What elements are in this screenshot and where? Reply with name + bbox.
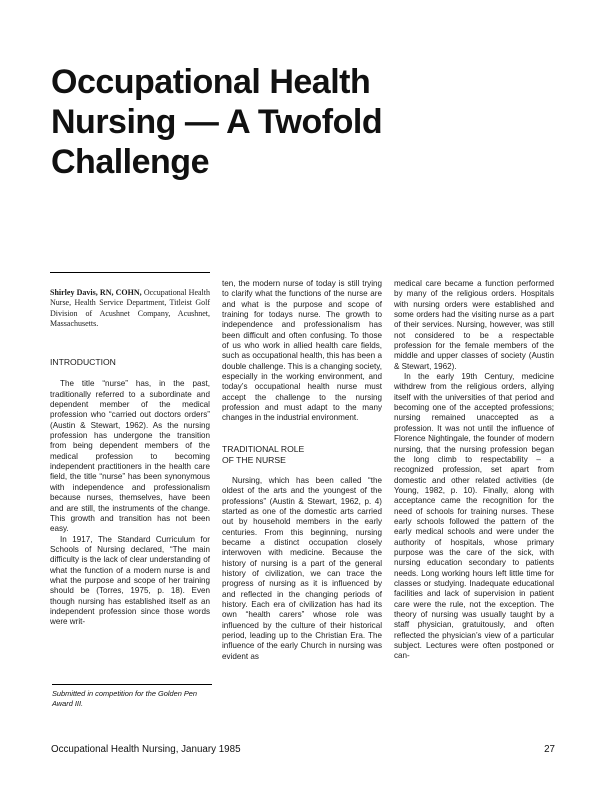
journal-footer: Occupational Health Nursing, January 1985 xyxy=(51,744,241,755)
column-3 xyxy=(394,279,554,662)
traditional-paragraph-2: medical care became a function performed by many of the religious orders. Hospitals with nursing orders were established and some orders had the visiting nurse as a part of their services. Nursing, however, was still not considered to be a respectable profession for the female members of the middle and upper classes of society (Austin & Stewart, 1962). xyxy=(394,279,554,371)
author-affiliation: Occupational Health Nurse, Health Service Department, Titleist Golf Division of Acushnet Company, Acushnet, Massachusetts. xyxy=(50,288,210,329)
author-name: Shirley Davis, RN, COHN, xyxy=(50,288,142,297)
page-number: 27 xyxy=(544,744,555,755)
title-line-2: Nursing — A Twofold xyxy=(51,103,383,141)
column-2 xyxy=(222,279,382,662)
traditional-role-heading-line-1: TRADITIONAL ROLE xyxy=(222,443,305,454)
introduction-paragraph-1: The title “nurse” has, in the past, traditionally referred to a subordinate and dependent member of the medical profession who “carried out doctors orders” (Austin & Stewart, 1962). As the nursing profession has undergone the transition from being dependent members of the medical profession to becoming independent practitioners in the health care field, the title “nurse” has been synonymous with independence and professionalism because nurses, themselves, have been and are still, the instruments of the change. This growth and transition has not been easy. xyxy=(50,379,210,534)
introduction-paragraph-2: In 1917, The Standard Curriculum for Schools of Nursing declared, “The main difficulty is the lack of clear understanding of what the function of a modern nurse is and what the purpose and scope of her training should be (Torres, 1975, p. 18). Even though nursing has established itself as an independent profession since those words were writ- xyxy=(50,534,210,627)
traditional-role-heading-line-2: OF THE NURSE xyxy=(222,454,286,465)
footnote: Submitted in competition for the Golden Pen Award III. xyxy=(52,684,212,708)
column-1 xyxy=(50,272,210,628)
article-title xyxy=(51,62,571,182)
title-line-3: Challenge xyxy=(51,143,209,181)
traditional-paragraph-1: Nursing, which has been called “the oldest of the arts and the youngest of the professions” (Austin & Stewart, 1962, p. 4) started as one of the domestic arts carried out by household members in the early centuries. From this beginning, nursing became a distinct occupation closely interwoven with medicine. Because the history of nursing is a part of the general history of civilization, we can trace the progress of nursing as it is influenced by and reflected in the changing periods of history. Each era of civilization has had its own “health carers” whose role was influenced by the culture of their historical period, leading up to the Christian Era. The influence of the early Church in nursing was evident as xyxy=(222,475,382,661)
introduction-paragraph-3: ten, the modern nurse of today is still trying to clarify what the functions of the nurse are and what is the purpose and scope of training for todays nurse. The growth to independence and professionalism has been difficult and often confusing. To those of us who work in allied health care fields, such as occupational health, this has been a double challenge. This is a changing society, especially in the working environment, and today’s occupational health nurse must accept the challenge to the nursing profession and must adapt to the many changes in the industrial environment. xyxy=(222,279,382,423)
author-byline xyxy=(50,288,210,329)
title-line-1: Occupational Health xyxy=(51,63,371,101)
introduction-heading: INTRODUCTION xyxy=(50,357,116,368)
traditional-role-heading xyxy=(222,444,382,466)
traditional-paragraph-3: In the early 19th Century, medicine withdrew from the religious orders, allying itself with the universities of that period and becoming one of the accepted professions; nursing remained unaccepted as a profession. It was not until the influence of Florence Nightingale, the founder of modern nursing, that the nursing profession began the long climb to respectability – a recognized profession, set apart from domestic and other related activities (de Young, 1982, p. 10). Finally, along with acceptance came the recognition for the need of schools for training nurses. These early schools followed the pattern of the early medical schools and were under the authority of hospitals, whose primary purpose was the care of the sick, with nursing education secondary to patients needs. Long working hours left little time for classes or studying. Inadequate educational facilities and lack of supervision in patient care were the rule, not the exception. The theory of nursing was usually taught by a staff physician, gratuitously, and often reflected the physician’s view of a particular subject. Lectures were often postponed or can- xyxy=(394,372,554,661)
